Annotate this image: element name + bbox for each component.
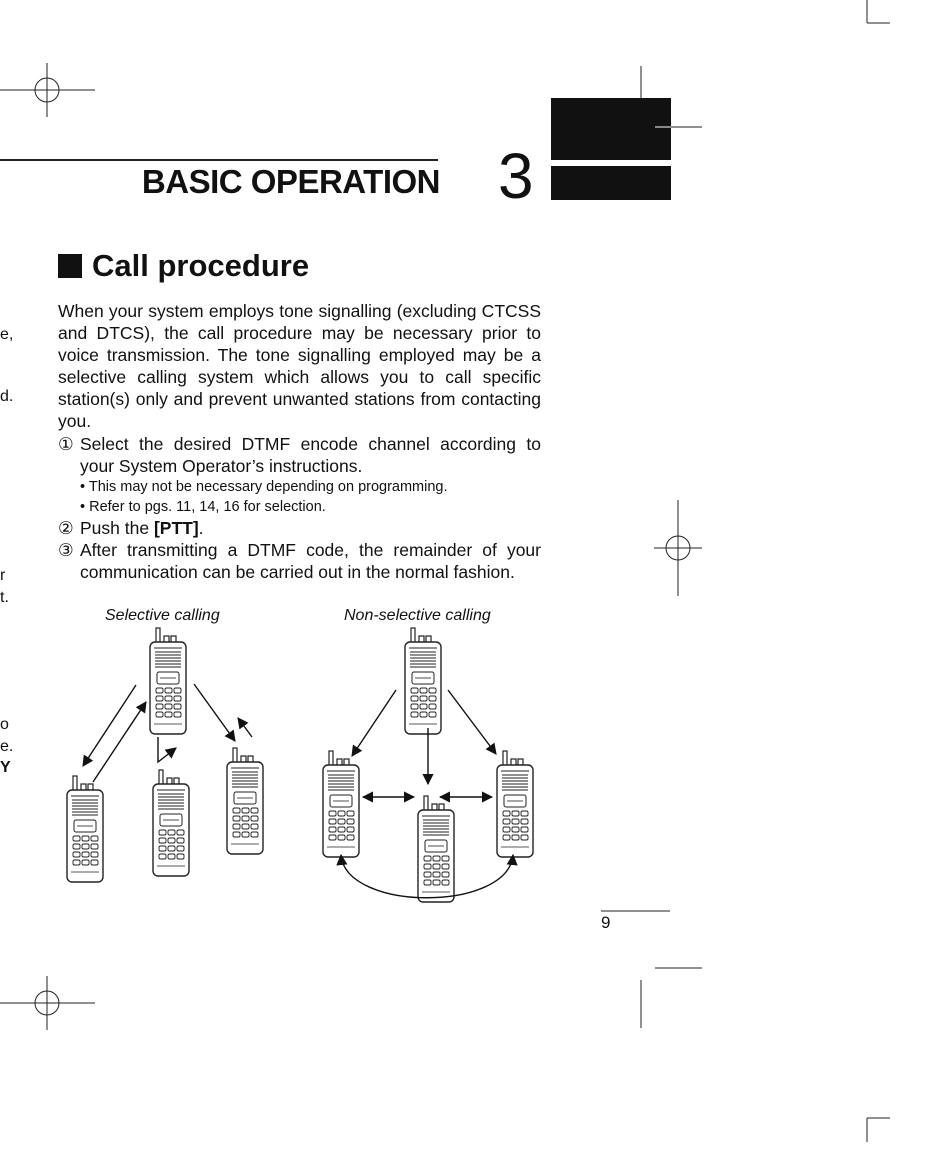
radio-icon <box>405 628 441 734</box>
edge-fragment: e, <box>0 326 14 343</box>
page-title: BASIC OPERATION <box>141 163 440 200</box>
edge-fragment: r <box>0 567 6 584</box>
intro-paragraph: When your system employs tone signalling (excluding CTCSS and DTCS), the call procedure may be necessary prior to voice transmission. The tone signalling employed may be a selective calling system which allows you to call specific station(s) only and prevent unwanted stations from contacting you. <box>58 301 541 431</box>
radio-icon <box>418 796 454 902</box>
radio-icon <box>67 776 103 882</box>
page-number: 9 <box>601 913 611 932</box>
edge-fragment: t. <box>0 589 9 606</box>
edge-fragment: o <box>0 716 9 733</box>
radio-icon <box>227 748 263 854</box>
step-marker: ② <box>58 518 74 538</box>
selective-calling-diagram <box>67 628 263 882</box>
note: • Refer to pgs. 11, 14, 16 for selection. <box>80 499 326 515</box>
step-text: After transmitting a DTMF code, the remainder of your communication can be carried out in the normal fashion. <box>80 540 541 582</box>
note: • This may not be necessary depending on programming. <box>80 479 448 495</box>
edge-fragment: d. <box>0 388 14 405</box>
step-text-part: . <box>198 518 204 538</box>
radio-icon <box>323 751 359 857</box>
step-text: Select the desired DTMF encode channel according to your System Operator’s instructions. <box>80 434 541 476</box>
edge-fragment: e. <box>0 738 14 755</box>
step-text-part: Push the <box>80 518 154 538</box>
non-selective-calling-caption: Non-selective calling <box>344 607 491 624</box>
non-selective-calling-diagram <box>323 628 533 902</box>
radio-icon <box>150 628 186 734</box>
section-heading-text: Call procedure <box>92 248 310 283</box>
selective-calling-caption: Selective calling <box>105 607 220 624</box>
chapter-number: 3 <box>498 140 534 212</box>
edge-fragment: Y <box>0 759 11 776</box>
step-marker: ① <box>58 434 74 454</box>
ptt-key-label: [PTT] <box>153 518 199 538</box>
step-marker: ③ <box>58 540 74 560</box>
radio-icon <box>497 751 533 857</box>
radio-icon <box>153 770 189 876</box>
